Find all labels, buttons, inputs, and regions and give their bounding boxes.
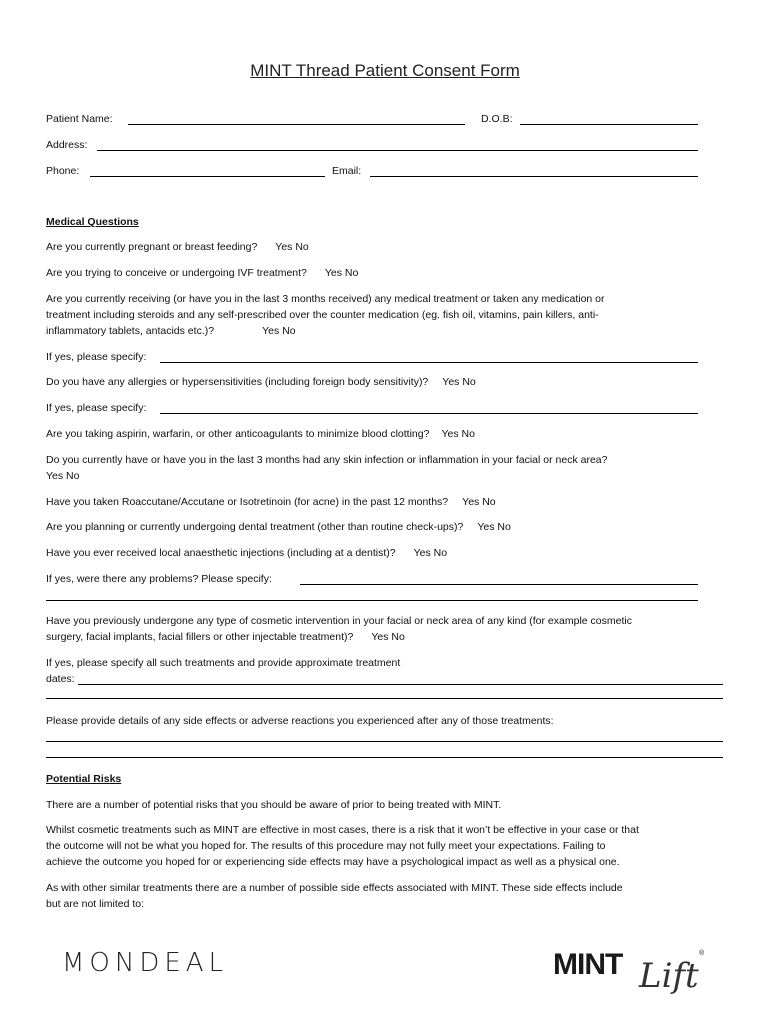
problems-specify-field-line2[interactable]: [46, 600, 698, 601]
if-yes-specify-label: If yes, please specify:: [46, 351, 147, 363]
question-anaesthetic: Have you ever received local anaesthetic injections (including at a dentist)? Yes No: [46, 547, 448, 559]
treatments-dates-field[interactable]: [78, 684, 723, 685]
question-cosmetic-line1: Have you previously undergone any type of cosmetic intervention in your facial or neck area of any kind (for example cosmetic: [46, 615, 632, 627]
question-pregnant: Are you currently pregnant or breast feeding? Yes No: [46, 241, 309, 253]
dob-field[interactable]: [520, 124, 698, 125]
allergies-specify-field[interactable]: [160, 413, 698, 414]
yes-no-options[interactable]: Yes No: [462, 496, 496, 508]
patient-name-field[interactable]: [128, 124, 465, 125]
question-medication-line1: Are you currently receiving (or have you in the last 3 months received) any medical treatment or taken any medication or: [46, 293, 605, 305]
address-field[interactable]: [97, 150, 698, 151]
if-yes-treatments-label: If yes, please specify all such treatments and provide approximate treatment: [46, 657, 401, 669]
side-effects-field[interactable]: [46, 741, 723, 742]
phone-field[interactable]: [90, 176, 325, 177]
yes-no-options[interactable]: Yes No: [262, 325, 296, 337]
yes-no-options[interactable]: Yes No: [477, 521, 511, 533]
risks-paragraph-line1: Whilst cosmetic treatments such as MINT are effective in most cases, there is a risk that it won’t be effective in your case or that: [46, 824, 639, 836]
dates-label: dates:: [46, 673, 75, 685]
side-effects-paragraph-line2: but are not limited to:: [46, 898, 145, 910]
address-label: Address:: [46, 139, 88, 151]
yes-no-options[interactable]: Yes No: [324, 267, 359, 279]
question-medication-line2: treatment including steroids and any self-prescribed over the counter medication (eg. fish oil, vitamins, pain killers, anti-: [46, 309, 599, 321]
question-skin-infection: Do you currently have or have you in the last 3 months had any skin infection or inflammation in your facial or neck area?: [46, 454, 608, 466]
patient-name-label: Patient Name:: [46, 113, 113, 125]
email-label: Email:: [332, 165, 362, 177]
mint-lift-logo: [553, 948, 713, 1008]
side-effects-paragraph-line1: As with other similar treatments there are a number of possible side effects associated with MINT. These side effects include: [46, 882, 623, 894]
risks-intro: There are a number of potential risks that you should be aware of prior to being treated with MINT.: [46, 799, 502, 811]
medication-specify-field[interactable]: [160, 362, 698, 363]
yes-no-options[interactable]: Yes No: [46, 470, 80, 482]
question-dental: Are you planning or currently undergoing dental treatment (other than routine check-ups)? Yes No: [46, 521, 511, 533]
question-allergies: Do you have any allergies or hypersensitivities (including foreign body sensitivity)? Yes No: [46, 376, 476, 388]
risks-paragraph-line3: achieve the outcome you hoped for or experiencing side effects may have a psychological impact as well as a physical one.: [46, 856, 620, 868]
side-effects-label: Please provide details of any side effects or adverse reactions you experienced after any of those treatments:: [46, 715, 554, 727]
question-roaccutane: Have you taken Roaccutane/Accutane or Isotretinoin (for acne) in the past 12 months? Yes No: [46, 496, 496, 508]
yes-no-options[interactable]: Yes No: [442, 376, 476, 388]
if-yes-problems-label: If yes, were there any problems? Please specify:: [46, 573, 272, 585]
risks-paragraph-line2: the outcome will not be what you hoped for. The results of this procedure may not fully meet your expectations. Failing to: [46, 840, 606, 852]
question-anticoagulants: Are you taking aspirin, warfarin, or other anticoagulants to minimize blood clotting? Yes No: [46, 428, 475, 440]
question-cosmetic-line2: surgery, facial implants, facial fillers or other injectable treatment)? Yes No: [46, 631, 405, 643]
medical-questions-heading: Medical Questions: [46, 216, 139, 228]
side-effects-field-line2[interactable]: [46, 757, 723, 758]
question-medication-line3: inflammatory tablets, antacids etc.)? Yes No: [46, 325, 296, 337]
problems-specify-field[interactable]: [300, 584, 698, 585]
yes-no-options[interactable]: Yes No: [371, 631, 405, 643]
page-title: MINT Thread Patient Consent Form: [250, 61, 520, 80]
registered-mark: ®: [699, 950, 705, 957]
email-field[interactable]: [370, 176, 698, 177]
mint-logo-text: MINT: [553, 948, 623, 981]
question-ivf: Are you trying to conceive or undergoing IVF treatment? Yes No: [46, 267, 359, 279]
yes-no-options[interactable]: Yes No: [413, 547, 448, 559]
mondeal-logo: MONDEAL: [62, 948, 229, 978]
yes-no-options[interactable]: Yes No: [441, 428, 475, 440]
dob-label: D.O.B:: [481, 113, 513, 125]
if-yes-specify-label: If yes, please specify:: [46, 402, 147, 414]
yes-no-options[interactable]: Yes No: [275, 241, 309, 253]
potential-risks-heading: Potential Risks: [46, 773, 122, 785]
treatments-dates-field-line2[interactable]: [46, 698, 723, 699]
phone-label: Phone:: [46, 165, 80, 177]
lift-logo-script: Lift: [639, 956, 699, 996]
